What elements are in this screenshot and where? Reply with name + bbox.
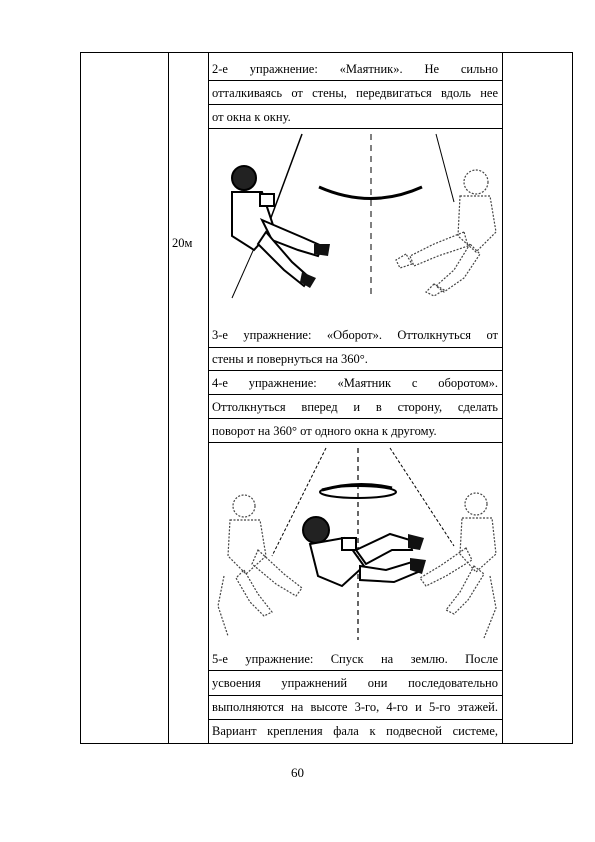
exercise2-line2: отталкиваясь от стены, передвигаться вдоль нее [212, 86, 498, 100]
pendulum-climbers-illustration [214, 132, 504, 300]
exercise3-line1: 3-е упражнение: «Оборот». Оттолкнуться от [212, 328, 498, 342]
exercise5-line3: выполняются на высоте 3-го, 4-го и 5-го этажей. [212, 700, 498, 714]
page-number: 60 [291, 765, 304, 780]
exercise4-line1: 4-е упражнение: «Маятник с оборотом». [212, 376, 498, 390]
table-border-col2 [208, 52, 209, 743]
exercise5-line1: 5-е упражнение: Спуск на землю. После [212, 652, 498, 666]
exercise4-line3: поворот на 360° от одного окна к другому. [212, 424, 437, 438]
exercise3-line2: стены и повернуться на 360°. [212, 352, 368, 366]
exercise2-line1: 2-е упражнение: «Маятник». Не сильно [212, 62, 498, 76]
table-border-bottom [80, 743, 573, 744]
table-border-right [572, 52, 573, 743]
exercise2-line3: от окна к окну. [212, 110, 291, 124]
exercise5-line2: усвоения упражнений они последовательно [212, 676, 498, 690]
rotating-climbers-illustration [214, 446, 504, 642]
duration-cell: 20м [172, 236, 193, 250]
exercise4-line2: Оттолкнуться вперед и в сторону, сделать [212, 400, 498, 414]
table-border-left [80, 52, 81, 743]
exercise5-line4: Вариант крепления фала к подвесной системе, [212, 724, 498, 738]
table-border-top [80, 52, 573, 53]
table-border-col1 [168, 52, 169, 743]
